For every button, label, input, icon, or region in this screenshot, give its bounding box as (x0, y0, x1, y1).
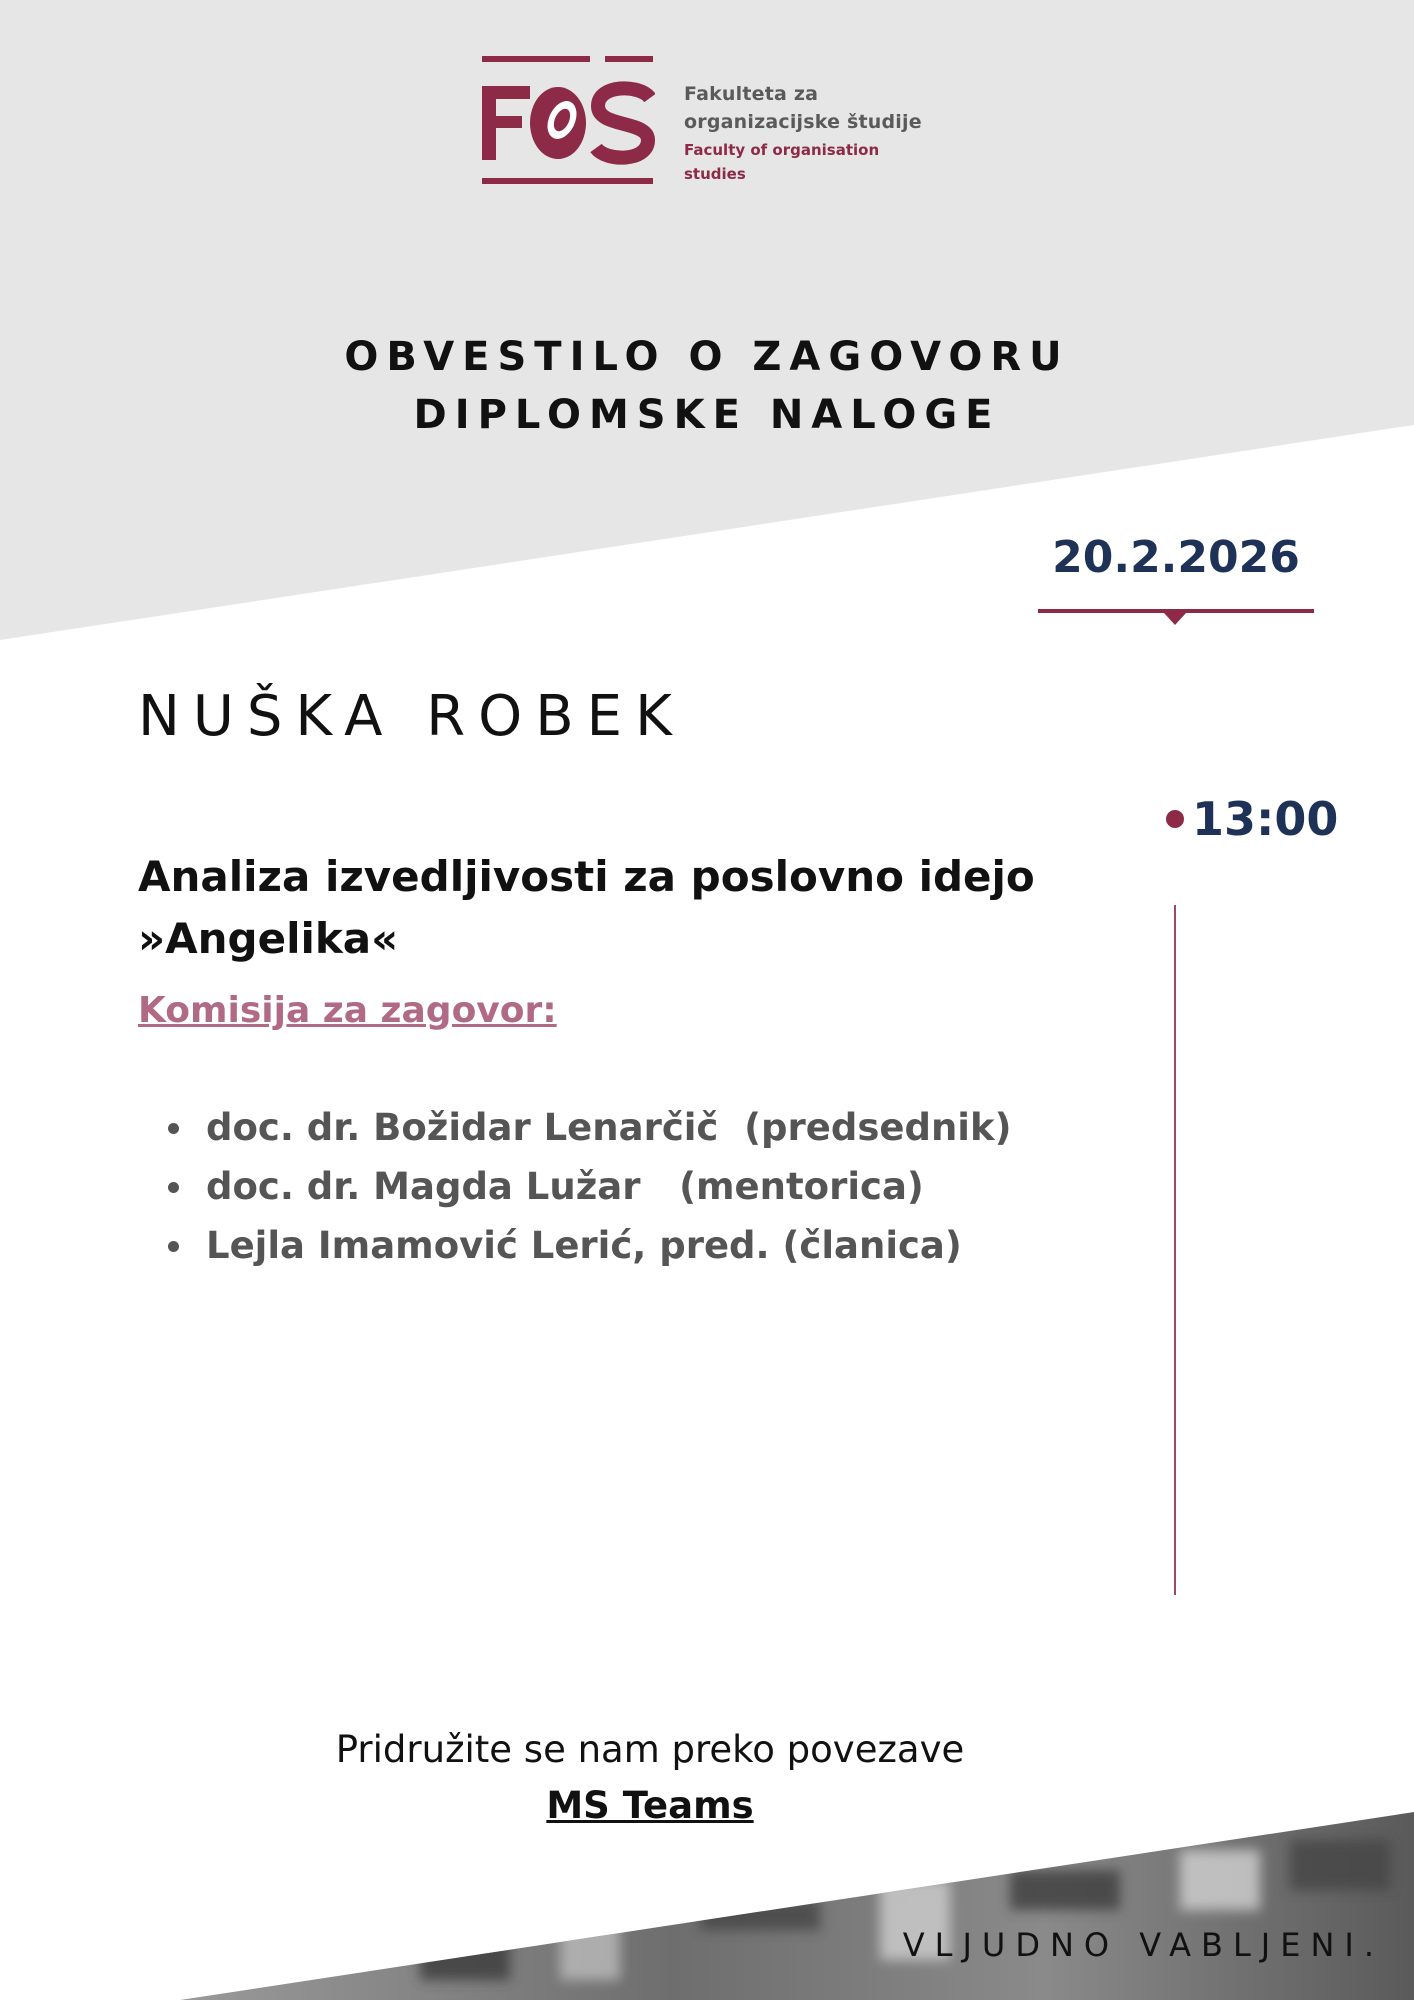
event-date: 20.2.2026 (1052, 532, 1300, 583)
timeline-line (1174, 905, 1176, 1595)
committee-member: Lejla Imamović Lerić, pred. (članica) (166, 1216, 1012, 1275)
logo-text-english: Faculty of organisation studies (684, 141, 880, 183)
event-time: 13:00 (1192, 792, 1339, 846)
date-caret-icon (1164, 613, 1186, 625)
committee-member: doc. dr. Božidar Lenarčič (predsednik) (166, 1098, 1012, 1157)
fos-logo-mark (480, 54, 655, 190)
notice-heading (0, 328, 1414, 444)
invite-text: Pridružite se nam preko povezave (335, 1728, 965, 1771)
logo-text (684, 80, 940, 186)
thesis-title-line-1: Analiza izvedljivosti za poslovno idejo (138, 852, 1035, 901)
committee-members (166, 1098, 1012, 1275)
fos-logo (480, 54, 940, 190)
ms-teams-link[interactable]: MS Teams (546, 1784, 754, 1827)
heading-line-1: OBVESTILO O ZAGOVORU (344, 334, 1070, 380)
committee-label: Komisija za zagovor: (138, 990, 557, 1031)
thesis-title-line-2: »Angelika« (138, 914, 399, 963)
committee-member: doc. dr. Magda Lužar (mentorica) (166, 1157, 1012, 1216)
invite-block (0, 1722, 1300, 1834)
timeline-dot-icon (1166, 810, 1184, 828)
heading-line-2: DIPLOMSKE NALOGE (413, 392, 1001, 438)
thesis-title (138, 846, 1098, 970)
logo-text-line-1: Fakulteta za (684, 83, 819, 105)
candidate-name: NUŠKA ROBEK (138, 684, 685, 749)
welcome-text: VLJUDNO VABLJENI. (902, 1926, 1384, 1964)
logo-text-line-2: organizacijske študije (684, 111, 922, 133)
